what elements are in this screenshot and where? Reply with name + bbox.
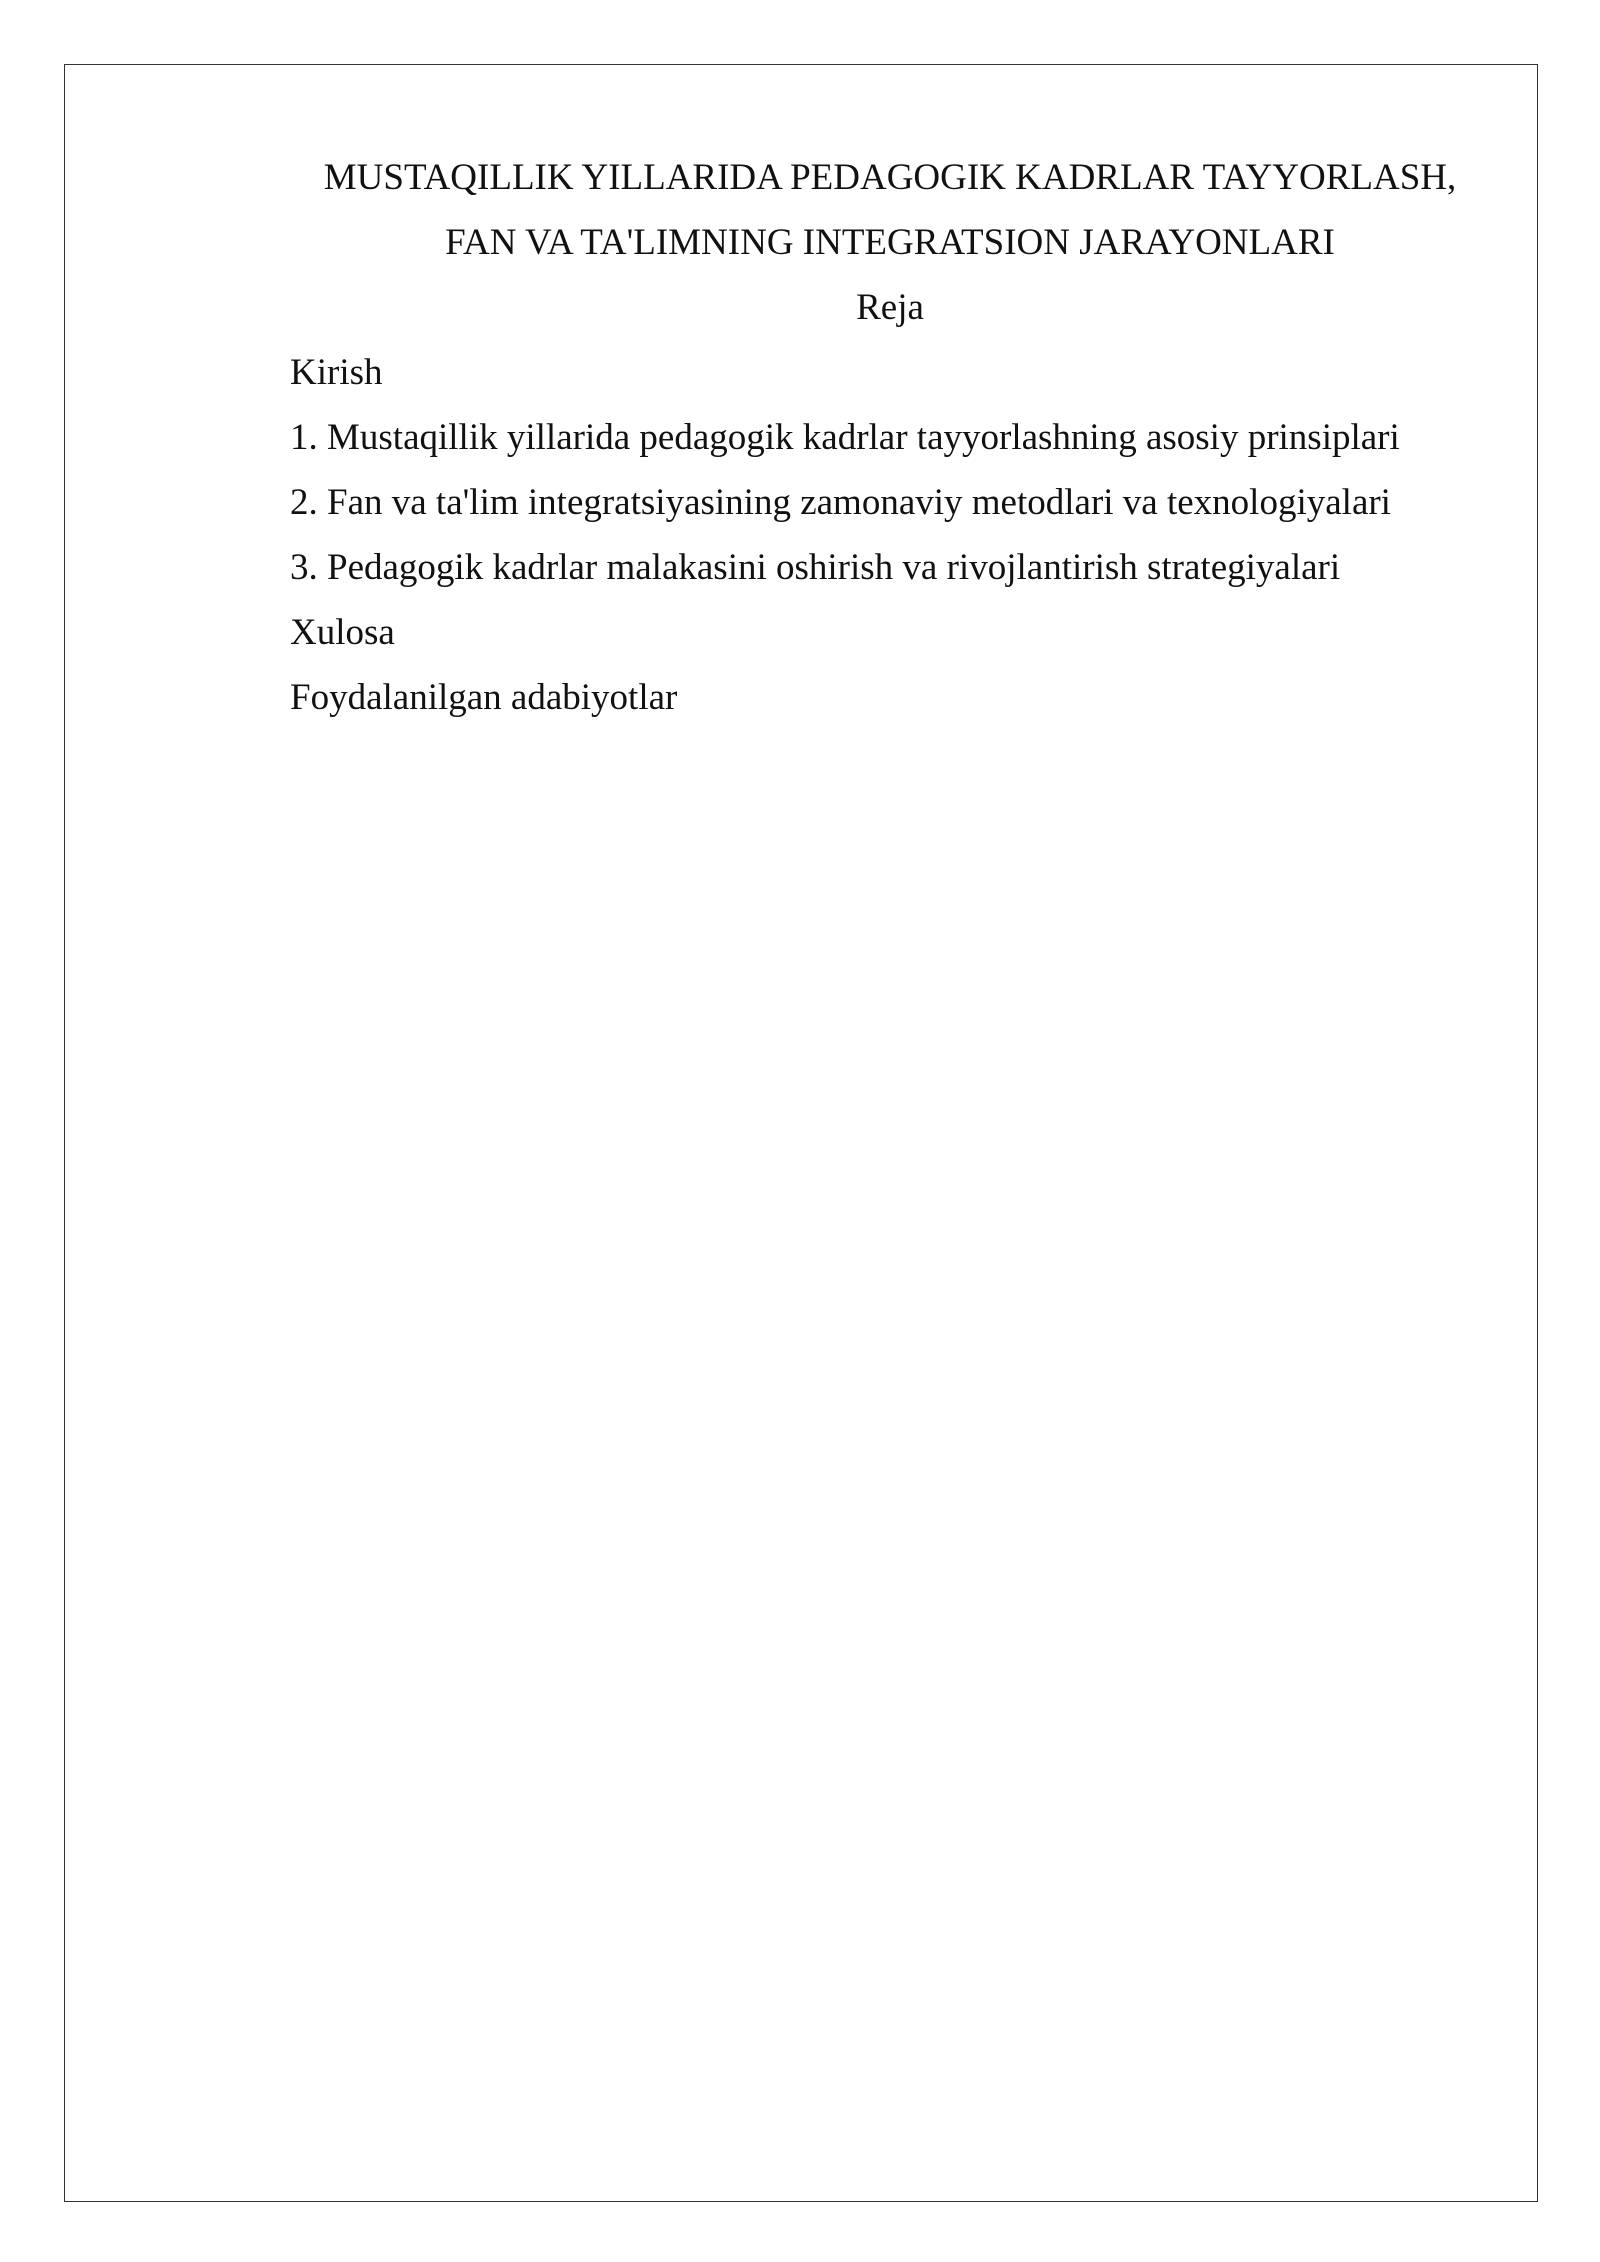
plan-item-conclusion: Xulosa (290, 612, 395, 653)
document-title-line-2: FAN VA TA'LIMNING INTEGRATSION JARAYONLARI (445, 222, 1335, 263)
plan-heading: Reja (856, 287, 924, 328)
plan-item-1: 1. Mustaqillik yillarida pedagogik kadrlar tayyorlashning asosiy prinsiplari (290, 417, 1400, 458)
plan-item-3: 3. Pedagogik kadrlar malakasini oshirish va rivojlantirish strategiyalari (290, 547, 1341, 588)
plan-item-references: Foydalanilgan adabiyotlar (290, 677, 678, 718)
document-content (290, 145, 1490, 730)
document-title-line-1: MUSTAQILLIK YILLARIDA PEDAGOGIK KADRLAR TAYYORLASH, (323, 157, 1457, 198)
plan-item-introduction: Kirish (290, 352, 383, 393)
plan-item-2: 2. Fan va ta'lim integratsiyasining zamonaviy metodlari va texnologiyalari (290, 482, 1391, 523)
plan-list (290, 340, 1490, 730)
